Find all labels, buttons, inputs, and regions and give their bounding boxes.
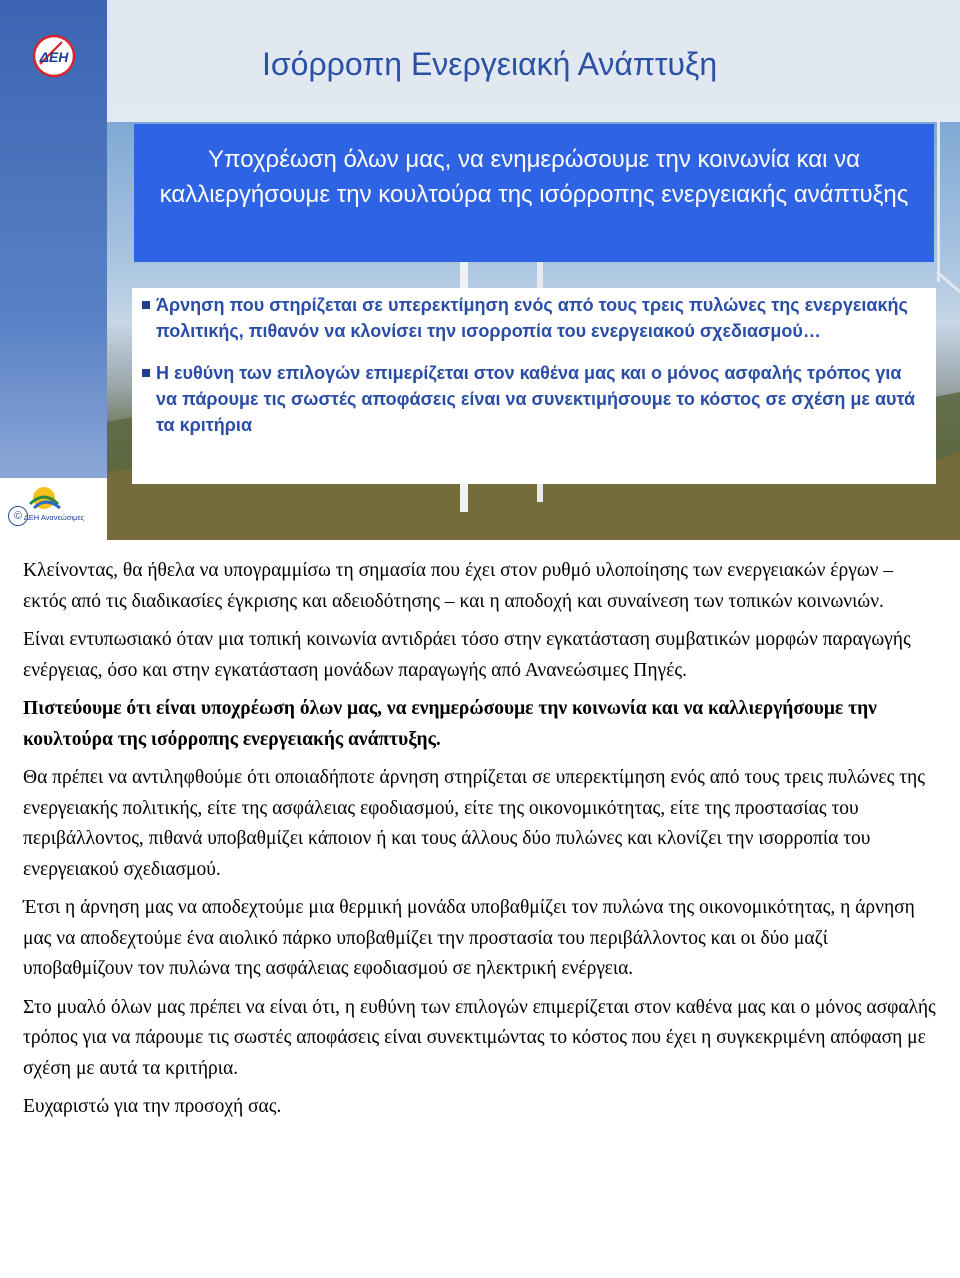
paragraph-examples: Έτσι η άρνηση μας να αποδεχτούμε μια θερμική μονάδα υποβαθμίζει τον πυλώνα της οικονομικότητας, η άρνηση μας να αποδεχτούμε ένα αιολικό πάρκο υποβαθμίζει την προστασία του περιβάλλοντος και οι δύο μαζί υποβαθμίζουν τον πυλώνα της ασφάλειας εφοδιασμού σε ηλεκτρική ενέργεια. xyxy=(23,897,915,979)
paragraph-thanks: Ευχαριστώ για την προσοχή σας. xyxy=(23,1096,282,1117)
slide-bullet-list xyxy=(132,288,936,484)
paragraph-closing-remarks: Κλείνοντας, θα ήθελα να υπογραμμίσω τη σημασία που έχει στον ρυθμό υλοποίησης των ενεργειακών έργων – εκτός από τις διαδικασίες έγκρισης και αδειοδότησης – και η αποδοχή και συναίνεση των τοπικών κοινωνιών. xyxy=(23,560,894,612)
square-bullet-icon xyxy=(142,369,150,377)
paragraph-obligation: Πιστεύουμε ότι είναι υποχρέωση όλων μας, να ενημερώσουμε την κοινωνία και να καλλιεργήσουμε την κουλτούρα της ισόρροπης ενεργειακής ανάπτυξης. xyxy=(23,698,877,750)
slide-highlight-box: Υποχρέωση όλων μας, να ενημερώσουμε την κοινωνία και να καλλιεργήσουμε την κουλτούρα της ισόρροπης ενεργειακής ανάπτυξης xyxy=(134,124,934,262)
paragraph-responsibility: Στο μυαλό όλων μας πρέπει να είναι ότι, η ευθύνη των επιλογών επιμερίζεται στον καθένα μας και ο μόνος ασφαλής τρόπος για να πάρουμε τις σωστές αποφάσεις είναι συνεκτιμώντας το κόστος που έχει η συγκεκριμένη απόφαση με σχέση με αυτά τα κριτήρια. xyxy=(23,996,936,1079)
square-bullet-icon xyxy=(142,301,150,309)
paragraph-pillars: Θα πρέπει να αντιληφθούμε ότι οποιαδήποτε άρνηση στηρίζεται σε υπερεκτίμηση ενός από τους τρεις πυλώνες της ενεργειακής πολιτικής, είτε της ασφάλειας εφοδιασμού, είτε της οικονομικότητας, είτε της προστασίας του περιβάλλοντος, πιθανά υποβαθμίζει κάποιον ή και τους άλλους δύο πυλώνες και κλονίζει την ισορροπία του ενεργειακού σχεδιασμού. xyxy=(23,767,925,880)
deh-renewables-logo-text: ΔΕΗ Ανανεώσιμες xyxy=(24,513,85,522)
document-body xyxy=(23,556,940,1131)
presentation-slide xyxy=(0,0,960,540)
slide-bullet-text: Η ευθύνη των επιλογών επιμερίζεται στον καθένα μας και ο μόνος ασφαλής τρόπος για να πάρουμε τις σωστές αποφάσεις είναι να συνεκτιμήσουμε το κόστος σε σχέση με αυτά τα κριτήρια xyxy=(156,363,916,435)
deh-logo-icon xyxy=(32,34,76,78)
deh-renewables-logo-icon xyxy=(24,484,88,524)
slide-bullet-text: Άρνηση που στηρίζεται σε υπερεκτίμηση ενός από τους τρεις πυλώνες της ενεργειακής πολιτικής, πιθανόν να κλονίσει την ισορροπία του ενεργειακού σχεδιασμού… xyxy=(156,295,908,341)
slide-bullet-item xyxy=(142,292,920,344)
slide-sidebar xyxy=(0,0,107,540)
slide-title: Ισόρροπη Ενεργειακή Ανάπτυξη xyxy=(262,46,718,82)
deh-logo-text: ΔΕΗ xyxy=(39,49,69,65)
paragraph-local-reaction: Είναι εντυπωσιακό όταν μια τοπική κοινωνία αντιδράει τόσο στην εγκατάσταση συμβατικών μορφών παραγωγής ενέργειας, όσο και στην εγκατάσταση μονάδων παραγωγής από Ανανεώσιμες Πηγές. xyxy=(23,629,911,681)
slide-bullet-item xyxy=(142,360,920,438)
copyright-symbol: © xyxy=(8,506,28,526)
